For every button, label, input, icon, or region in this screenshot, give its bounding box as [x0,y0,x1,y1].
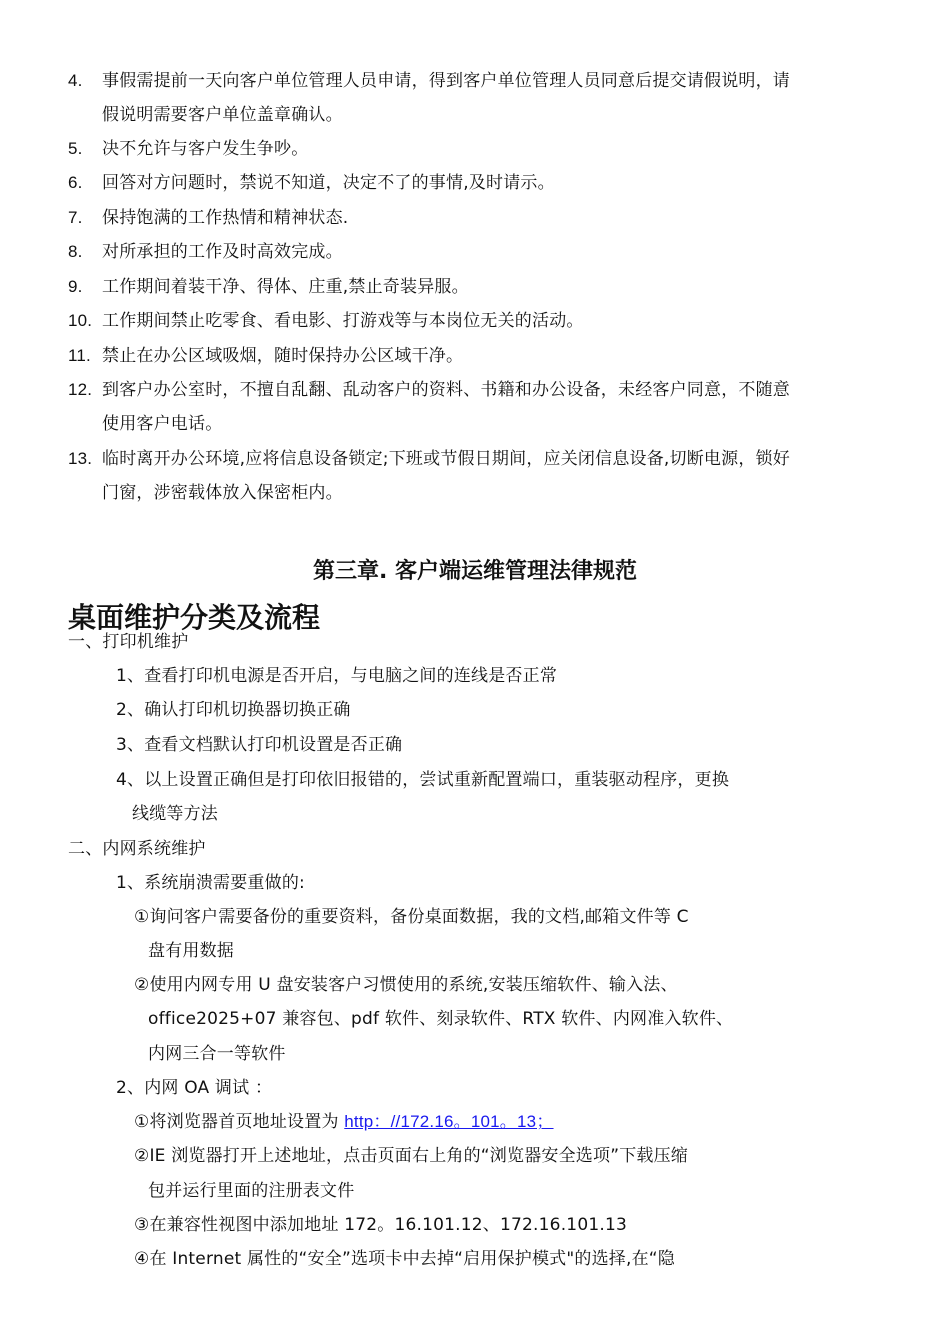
rule-item [68,138,308,160]
rule-text: 禁止在办公区域吸烟，随时保持办公区域干净。 [102,346,464,366]
rule-item [68,276,469,298]
rule-item [68,172,555,194]
part1-item: 2、确认打印机切换器切换正确 [116,700,351,720]
rule-number: 4. [68,71,83,90]
rule-item [68,379,790,401]
rule-text: 回答对方问题时，禁说不知道，决定不了的事情,及时请示。 [102,173,555,193]
part1-heading: 一、打印机维护 [68,632,189,652]
oa-address-link[interactable]: http：//172.16。101。13； [344,1112,554,1131]
rule-item [68,448,790,470]
part2-step: ④在 Internet 属性的“安全”选项卡中去掉“启用保护模式"的选择,在“隐 [134,1249,676,1269]
rule-number: 5. [68,139,83,158]
part2-subheading: 1、系统崩溃需要重做的: [116,873,305,893]
rule-number: 7. [68,208,83,227]
rule-item [68,207,348,229]
rule-number: 10. [68,311,93,330]
part1-item: 3、查看文档默认打印机设置是否正确 [116,735,403,755]
rule-text: 决不允许与客户发生争吵。 [102,139,309,159]
part2-subheading: 2、内网 OA 调试 ： [116,1078,273,1098]
rule-number: 9. [68,277,83,296]
part2-step: ②IE 浏览器打开上述地址，点击页面右上角的“浏览器安全选项”下载压缩 [134,1146,689,1166]
rule-item [68,241,343,263]
rule-number: 6. [68,173,83,192]
section-title: 桌面维护分类及流程 [68,601,321,634]
part2-heading: 二、内网系统维护 [68,839,206,859]
rule-text: 对所承担的工作及时高效完成。 [102,242,343,262]
rule-text: 事假需提前一天向客户单位管理人员申请，得到客户单位管理人员同意后提交请假说明，请 [102,71,790,91]
rule-item [68,70,790,92]
rule-number: 13. [68,449,93,468]
rule-text-cont: 门窗，涉密载体放入保密柜内。 [102,483,343,503]
part2-step [134,1111,554,1133]
rule-text: 保持饱满的工作热情和精神状态. [102,208,349,228]
rule-text-cont: 使用客户电话。 [102,414,223,434]
part2-step: ①询问客户需要备份的重要资料，备份桌面数据，我的文档,邮箱文件等 C [134,907,689,927]
rule-item [68,345,463,367]
part2-step-cont: 盘有用数据 [148,941,234,961]
step-text: ①将浏览器首页地址设置为 [134,1112,345,1132]
part1-item: 4、以上设置正确但是打印依旧报错的，尝试重新配置端口，重装驱动程序，更换 [116,770,730,790]
rule-number: 11. [68,346,91,365]
part2-step-cont: 包并运行里面的注册表文件 [148,1181,355,1201]
rule-text: 临时离开办公环境,应将信息设备锁定;下班或节假日期间，应关闭信息设备,切断电源，锁好 [102,449,790,469]
part1-item: 1、查看打印机电源是否开启，与电脑之间的连线是否正常 [116,666,558,686]
rule-text: 到客户办公室时，不擅自乱翻、乱动客户的资料、书籍和办公设备，未经客户同意，不随意 [102,380,790,400]
rule-text: 工作期间禁止吃零食、看电影、打游戏等与本岗位无关的活动。 [102,311,584,331]
part2-step: ②使用内网专用 U 盘安装客户习惯使用的系统,安装压缩软件、输入法、 [134,975,678,995]
part2-step: ③在兼容性视图中添加地址 172。16.101.12、172.16.101.13 [134,1215,627,1235]
chapter-title: 第三章. 客户端运维管理法律规范 [312,559,638,584]
rule-text-cont: 假说明需要客户单位盖章确认。 [102,105,343,125]
rule-text: 工作期间着装干净、得体、庄重,禁止奇装异服。 [102,277,469,297]
rule-number: 12. [68,380,93,399]
part2-step-cont: office2025+07 兼容包、pdf 软件、刻录软件、RTX 软件、内网准入软件、 [148,1009,734,1029]
part1-item-cont: 线缆等方法 [132,804,218,824]
rule-number: 8. [68,242,83,261]
rule-item [68,310,584,332]
part2-step-cont: 内网三合一等软件 [148,1044,286,1064]
